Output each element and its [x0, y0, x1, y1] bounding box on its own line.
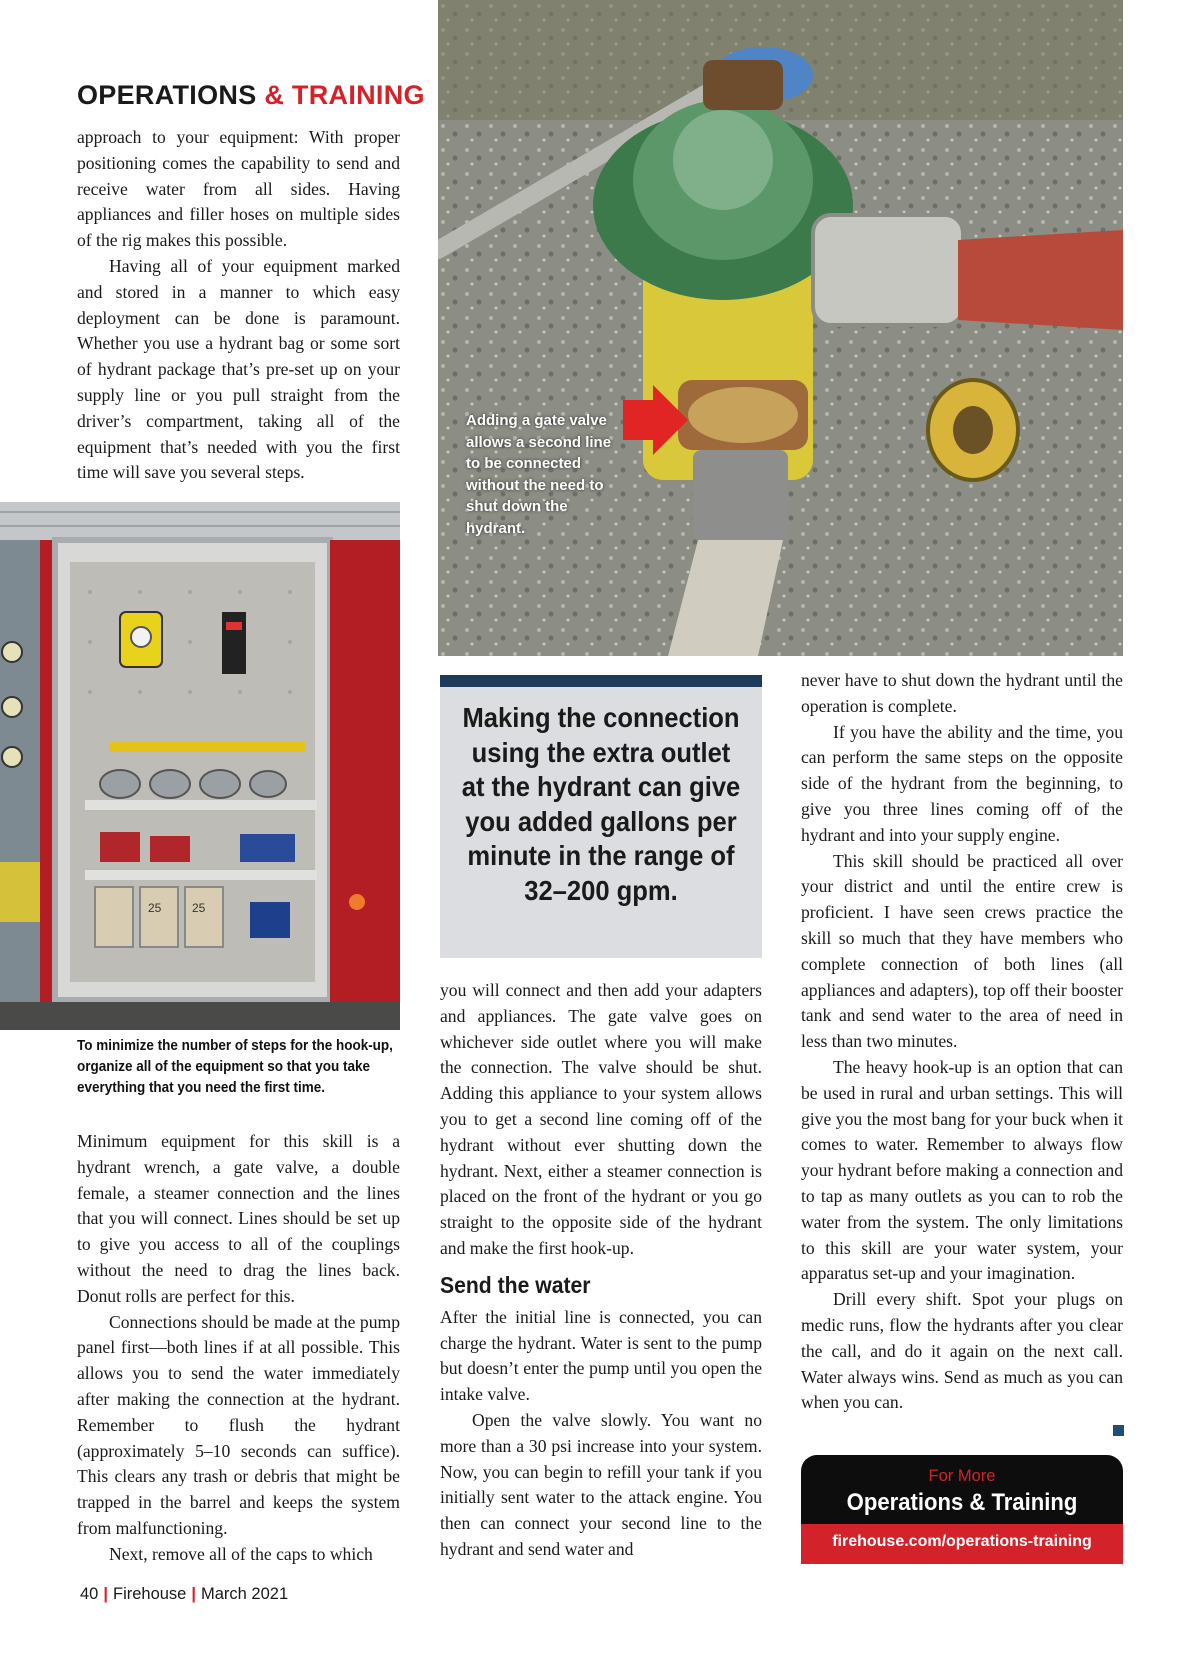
promo-box[interactable]: [801, 1455, 1123, 1564]
body-paragraph: Having all of your equipment marked and stored in a manner to which easy deployment can be done is paramount. Whether you use a hydrant bag or some sort of hydrant package that’s pre-set up on your supply line or you pull straight from the driver’s compartment, taking all of the equipment that’s needed with you the first time will save you several steps.: [77, 255, 400, 483]
page-number: 40: [80, 1585, 99, 1603]
column-2: [440, 978, 762, 1563]
promo-url-link[interactable]: firehouse.com/operations-training: [832, 1533, 1092, 1550]
body-paragraph: Connections should be made at the pump panel first—both lines if at all possible. This allows you to send the water immediately after making the connection at the hydrant. Remember to flush the hydrant (approximately 5–10 seconds can suffice). This clears any trash or debris that might be trapped in the barrel and keeps the system from malfunctioning.: [77, 1311, 400, 1538]
column-3: [801, 668, 1123, 1416]
body-paragraph: Next, remove all of the caps to which: [109, 1543, 373, 1564]
section-heading-operations: OPERATIONS: [77, 80, 257, 110]
promo-for-more: For More: [928, 1467, 996, 1485]
magazine-name: Firehouse: [112, 1585, 187, 1603]
footer-separator: |: [191, 1585, 196, 1603]
body-paragraph: The heavy hook-up is an option that can be used in rural and urban settings. This will give you the most bang for your buck when it comes to water. Remember to always flow your hydrant before making a connection and to tap as many outlets as you can to rob the water from the system. The only limitations to this skill are your water system, your apparatus set-up and your imagination.: [801, 1056, 1123, 1284]
bin-mark: 25: [192, 901, 206, 915]
issue-date: March 2021: [200, 1585, 289, 1603]
article-end-mark: [1113, 1425, 1124, 1436]
promo-title: Operations & Training: [846, 1489, 1078, 1516]
column-1-top: [77, 125, 400, 486]
body-paragraph: This skill should be practiced all over your district and until the entire crew is proficient. I have seen crews practice the skill so much that they have members who complete connection of both lines (all appliances and adapters), top off their booster tank and send water to the area of need in less than two minutes.: [801, 850, 1123, 1052]
body-paragraph: Open the valve slowly. You want no more than a 30 psi increase into your system. Now, you can begin to refill your tank if you initially sent water to the attack engine. You then can connect your second line to the hydrant and send water and: [440, 1409, 762, 1559]
body-paragraph: you will connect and then add your adapters and appliances. The gate valve goes on whichever side outlet where you will make the connection. The valve should be shut. Adding this appliance to your system allows you to get a second line coming off of the hydrant without ever shutting down the hydrant. Next, either a steamer connection is placed on the front of the hydrant or you go straight to the opposite side of the hydrant and make the first hook-up.: [440, 980, 762, 1258]
page-footer: [80, 1585, 288, 1604]
footer-separator: |: [103, 1585, 108, 1603]
body-paragraph: Drill every shift. Spot your plugs on medic runs, flow the hydrants after you clear the call, and do it again on the next call. Water always wins. Send as much as you can when you can.: [801, 1289, 1123, 1413]
section-heading: [77, 80, 437, 111]
subhead-send-the-water: Send the water: [440, 1271, 591, 1298]
pull-quote-text: Making the connection using the extra outlet at the hydrant can give you added gallons per minute in the range of 32–200 gpm.: [461, 702, 741, 906]
pull-quote-bar: [440, 675, 762, 687]
body-paragraph: approach to your equipment: With proper positioning comes the capability to send and receive water from all sides. Having appliances and filler hoses on multiple sides of the rig makes this possible.: [77, 127, 400, 251]
section-heading-training: & TRAINING: [264, 80, 425, 110]
column-1-bottom: [77, 1129, 400, 1568]
body-paragraph: After the initial line is connected, you can charge the hydrant. Water is sent to the pump but doesn’t enter the pump until you open the intake valve.: [440, 1306, 762, 1405]
photo-hydrant: [438, 0, 1123, 656]
pull-quote: [440, 675, 762, 958]
hydrant-photo-caption: Adding a gate valve allows a second line to be connected without the need to shut down the hydrant.: [466, 412, 612, 537]
truck-photo-caption: To minimize the number of steps for the hook-up, organize all of the equipment so that you take everything that you need the first time.: [77, 1038, 393, 1096]
body-paragraph: Minimum equipment for this skill is a hydrant wrench, a gate valve, a double female, a steamer connection and the lines that you will connect. Lines should be set up to give you access to all of the couplings without the need to drag the lines back. Donut rolls are perfect for this.: [77, 1131, 400, 1306]
body-paragraph: never have to shut down the hydrant until the operation is complete.: [801, 670, 1123, 716]
body-paragraph: If you have the ability and the time, you can perform the same steps on the opposite side of the hydrant from the beginning, to give you three lines coming off of the hydrant and into your supply engine.: [801, 721, 1123, 845]
photo-truck-compartment: [0, 502, 400, 1030]
bin-mark: 25: [148, 901, 162, 915]
